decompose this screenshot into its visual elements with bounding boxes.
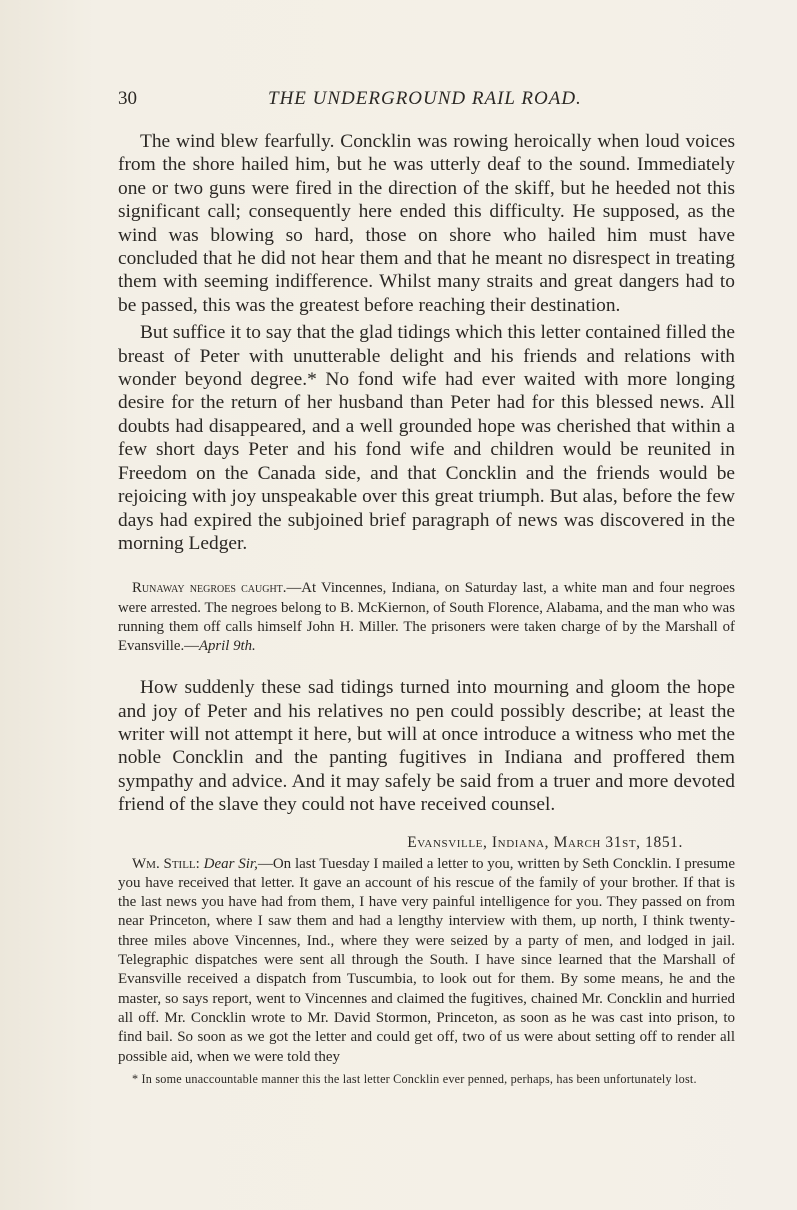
letter-body [118, 855, 735, 1067]
news-body: —At Vincennes, Indiana, on Saturday last, a white man and four negroes were arrested. The negroes belong to B. McKiernon, of South Florence, Alabama, and the man who was running them off calls himself John H. Miller. The prisoners were taken charge of by the Marshall of Evansville.— [118, 580, 735, 654]
addressee-colon: : [195, 855, 204, 872]
letter-text: —On last Tuesday I mailed a letter to you, written by Seth Concklin. I presume you have received that letter. It gave an account of his rescue of the family of your brother. If that is the last news you have had from them, I have very painful intelligence for you. They passed on from near Princeton, where I saw them and had a lengthy interview with them, up north, I think twenty-three miles above Vincennes, Ind., where they were seized by a party of men, and lodged in jail. Telegraphic dispatches were sent all through the South. I have since learned that the Marshall of Evansville received a dispatch from Tuscumbia, to look out for them. By some means, he and the master, so says report, went to Vincennes and claimed the fugitives, chained Mr. Concklin and hurried all off. Mr. Concklin wrote to Mr. David Stormon, Princeton, as soon as he was cast into prison, to find bail. So soon as we got the letter and could get off, two of us were about setting off to render all possible aid, when we were told they [118, 855, 736, 1065]
page-header [118, 88, 735, 114]
paragraph-sad-tidings: How suddenly these sad tidings turned into mourning and gloom the hope and joy of Peter and his relatives no pen could possibly describe; at least the writer will not attempt it here, but will at once introduce a witness who met the noble Concklin and the panting fugitives in Indiana and proffered them sympathy and advice. And it may safely be said from a truer and more devoted friend of the slave they could not have received counsel. [118, 677, 735, 816]
footnote: * In some unaccountable manner this the last letter Concklin ever penned, perhaps, has been unfortunately lost. [132, 1071, 697, 1086]
letter-addressee: Wm. Still [132, 855, 196, 872]
news-clipping [118, 579, 735, 656]
letter-dateline: Evansville, Indiana, March 31st, 1851. [407, 833, 683, 851]
running-title: THE UNDERGROUND RAIL ROAD. [268, 88, 582, 109]
news-heading: Runaway negroes caught. [132, 580, 287, 597]
letter-salutation: Dear Sir, [203, 855, 258, 872]
paragraph-wind: The wind blew fearfully. Concklin was rowing heroically when loud voices from the shore hailed him, but he was utterly deaf to the sound. Immediately one or two guns were fired in the direction of the skiff, but he heeded not this significant call; consequently here ended this difficulty. He supposed, as the wind was blowing so hard, those on shore who hailed him must have concluded that he did not hear them and that he meant no disrespect in treating them with seeming indifference. Whilst many straits and great dangers had to be passed, this was the greatest before reaching their destination. [118, 131, 735, 316]
news-date: April 9th. [198, 637, 256, 654]
paragraph-glad-tidings: But suffice it to say that the glad tidings which this letter contained filled the breast of Peter with unutterable delight and his friends and relations with wonder beyond degree.* No fond wife had ever waited with more longing desire for the return of her husband than Peter had for this blessed news. All doubts had disappeared, and a well grounded hope was cherished that within a few short days Peter and his fond wife and children would be reunited in Freedom on the Canada side, and that Concklin and the friends would be rejoicing with joy unspeakable over this great triumph. But alas, before the few days had expired the subjoined brief paragraph of news was discovered in the morning Ledger. [118, 322, 735, 554]
page-number: 30 [118, 88, 137, 109]
